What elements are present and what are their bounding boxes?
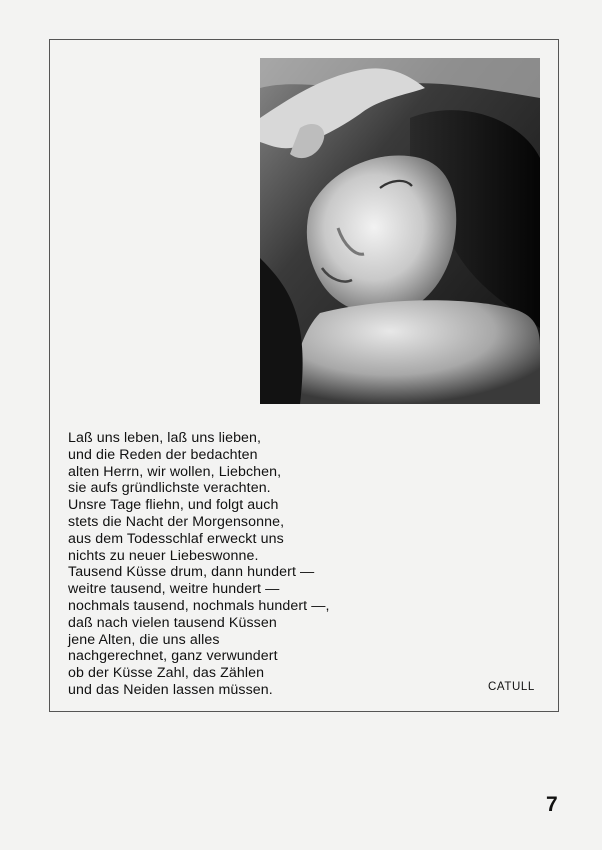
poem-line: nochmals tausend, nochmals hundert —, xyxy=(68,597,330,614)
photo xyxy=(260,58,540,404)
poem-line: sie aufs gründlichste verachten. xyxy=(68,480,271,497)
poem-line: Tausend Küsse drum, dann hundert — xyxy=(68,564,315,581)
author-name: CATULL xyxy=(488,681,535,693)
poem-line: und das Neiden lassen müssen. xyxy=(68,681,273,698)
poem-line: jene Alten, die uns alles xyxy=(68,631,220,648)
poem-line: nachgerechnet, ganz verwundert xyxy=(68,648,278,665)
poem-line: und die Reden der bedachten xyxy=(68,446,258,463)
poem-line: Laß uns leben, laß uns lieben, xyxy=(68,430,262,446)
photo-image xyxy=(260,58,540,404)
page-number: 7 xyxy=(546,793,558,816)
poem-line: nichts zu neuer Liebeswonne. xyxy=(68,547,259,564)
poem-line: aus dem Todesschlaf erweckt uns xyxy=(68,530,284,547)
poem-line: ob der Küsse Zahl, das Zählen xyxy=(68,665,265,682)
poem-line: weitre tausend, weitre hundert — xyxy=(68,581,280,598)
poem-line: stets die Nacht der Morgensonne, xyxy=(68,513,285,530)
poem-line: daß nach vielen tausend Küssen xyxy=(68,614,277,631)
poem xyxy=(68,430,488,699)
poem-line: Unsre Tage fliehn, und folgt auch xyxy=(68,497,279,514)
poem-line: alten Herrn, wir wollen, Liebchen, xyxy=(68,463,282,480)
